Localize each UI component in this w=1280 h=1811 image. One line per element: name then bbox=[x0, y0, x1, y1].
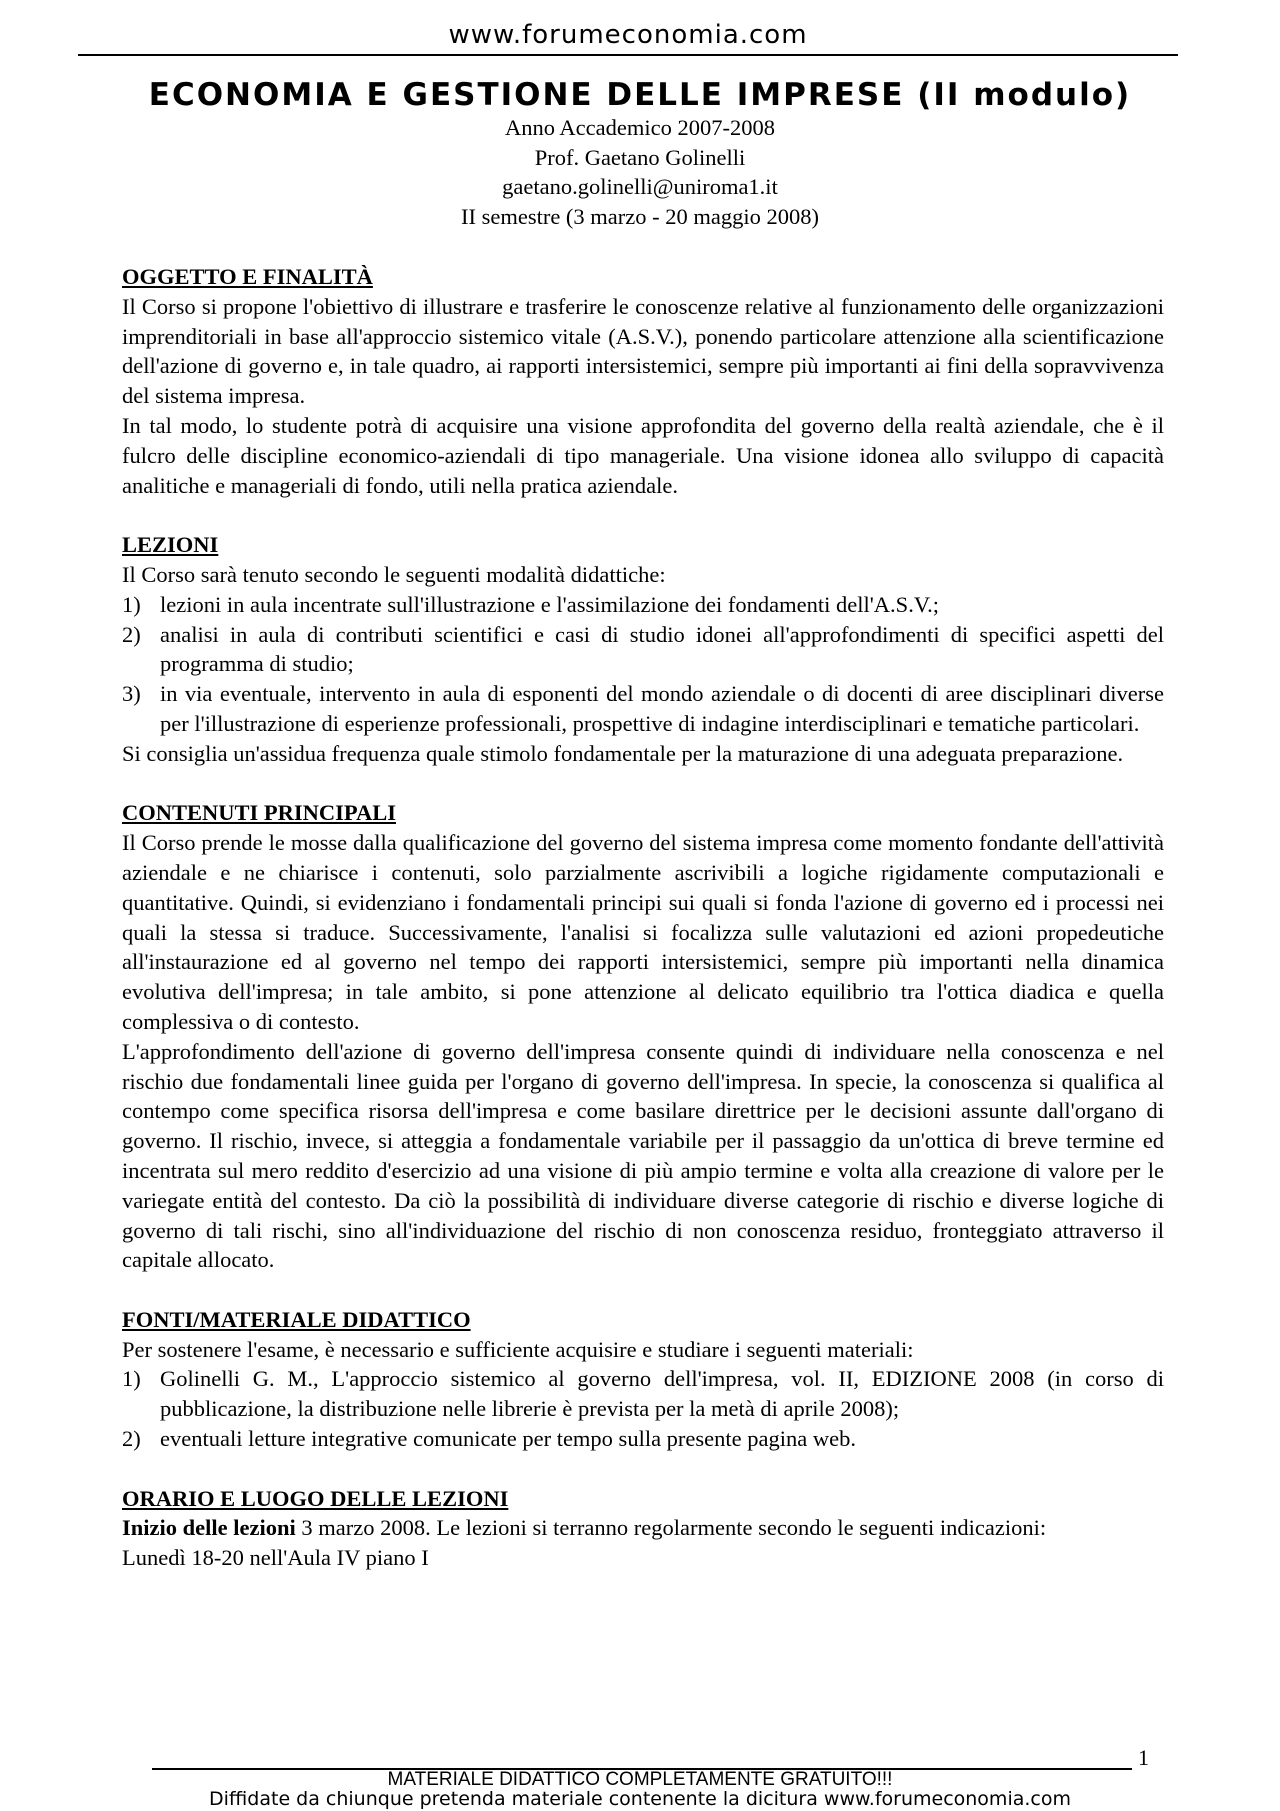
paragraph: Per sostenere l'esame, è necessario e sufficiente acquisire e studiare i seguenti materiali: bbox=[122, 1336, 914, 1362]
list-item bbox=[122, 620, 1164, 680]
section-title: ORARIO E LUOGO DELLE LEZIONI bbox=[122, 1485, 509, 1511]
list-text: lezioni in aula incentrate sull'illustrazione e l'assimilazione dei fondamenti dell'A.S.V.; bbox=[160, 591, 940, 617]
list-item bbox=[122, 1424, 1164, 1454]
paragraph: L'approfondimento dell'azione di governo dell'impresa consente quindi di individuare nella conoscenza e nel rischio due fondamentali linee guida per l'organo di governo dell'impresa. In specie, la conoscenza si qualifica al contempo come specifica risorsa dell'impresa e come basilare direttrice per le decisioni assunte dall'organo di governo. Il rischio, invece, si atteggia a fondamentale variabile per il passaggio da un'ottica di breve termine ed incentrata sul mero reddito d'esercizio ad una visione di più ampio termine e volta alla creazione di valore per le variegate entità del contesto. Da ciò la possibilità di individuare diverse categorie di rischio e diverse logiche di governo di tali rischi, sino all'individuazione del rischio di non conoscenza residuo, fronteggiato attraverso il capitale allocato. bbox=[122, 1038, 1164, 1273]
list-item bbox=[122, 590, 1164, 620]
list-item bbox=[122, 679, 1164, 739]
fonti-list bbox=[122, 1364, 1164, 1453]
paragraph: Il Corso si propone l'obiettivo di illustrare e trasferire le conoscenze relative al funzionamento delle organizzazioni imprenditoriali in base all'approccio sistemico vitale (A.S.V.), ponendo particolare attenzione alla scientificazione dell'azione di governo e, in tale quadro, ai rapporti intersistemici, sempre più importanti ai fini della sopravvivenza del sistema impresa. bbox=[122, 293, 1164, 409]
section-title: FONTI/MATERIALE DIDATTICO bbox=[122, 1306, 471, 1332]
lessons-start-text: 3 marzo 2008. Le lezioni si terranno regolarmente secondo le seguenti indicazioni: bbox=[295, 1515, 1047, 1541]
semester-dates: II semestre (3 marzo - 20 maggio 2008) bbox=[460, 203, 819, 229]
schedule-line: Lunedì 18-20 nell'Aula IV piano I bbox=[122, 1545, 429, 1571]
course-meta bbox=[0, 113, 1280, 231]
section-title: CONTENUTI PRINCIPALI bbox=[122, 800, 396, 826]
list-item bbox=[122, 1364, 1164, 1424]
professor-name: Prof. Gaetano Golinelli bbox=[534, 144, 746, 170]
section-oggetto bbox=[122, 262, 1164, 500]
footer-notice: MATERIALE DIDATTICO COMPLETAMENTE GRATUITO!!! bbox=[387, 1769, 893, 1790]
lezioni-list bbox=[122, 590, 1164, 739]
list-text: in via eventuale, intervento in aula di esponenti del mondo aziendale o di docenti di aree disciplinari diverse per l'illustrazione di esperienze professionali, prospettive di indagine interdisciplinari e tematiche particolari. bbox=[160, 681, 1164, 736]
lessons-start-label: Inizio delle lezioni bbox=[122, 1515, 296, 1541]
paragraph: Si consiglia un'assidua frequenza quale stimolo fondamentale per la maturazione di una adeguata preparazione. bbox=[122, 740, 1124, 766]
site-header: www.forumeconomia.com bbox=[78, 18, 1178, 56]
section-title: LEZIONI bbox=[122, 532, 219, 558]
document-title: ECONOMIA E GESTIONE DELLE IMPRESE (II modulo) bbox=[148, 77, 1132, 113]
list-text: eventuali letture integrative comunicate per tempo sulla presente pagina web. bbox=[160, 1426, 856, 1452]
list-text: analisi in aula di contributi scientifici e casi di studio idonei all'approfondimenti di specifici aspetti del programma di studio; bbox=[160, 621, 1164, 677]
list-number: 2) bbox=[122, 621, 141, 647]
page-number: 1 bbox=[1138, 1745, 1149, 1770]
paragraph: In tal modo, lo studente potrà di acquisire una visione approfondita del governo della realtà aziendale, che è il fulcro delle discipline economico-aziendali di tipo manageriale. Una visione idonea allo sviluppo di capacità analitiche e manageriali di fondo, utili nella pratica aziendale. bbox=[122, 412, 1164, 498]
section-lezioni bbox=[122, 530, 1164, 768]
paragraph: Il Corso prende le mosse dalla qualificazione del governo del sistema impresa come momento fondante dell'attività aziendale e ne chiarisce i contenuti, solo parzialmente ascrivibili a logiche rigidamente computazionali e quantitative. Quindi, si evidenziano i fondamentali principi sui quali si fonda l'azione di governo ed i processi nei quali la stessa si traduce. Successivamente, l'analisi si focalizza sulle valutazioni ed azioni propedeutiche all'instaurazione ed al governo nel tempo dei rapporti intersistemici, sempre più importanti nella dinamica evolutiva dell'impresa; in tale ambito, si pone attenzione al delicato equilibrio tra l'ottica diadica e quella complessiva o di contesto. bbox=[122, 830, 1164, 1034]
list-number: 3) bbox=[122, 681, 141, 707]
footer-disclaimer: Diffidate da chiunque pretenda materiale contenente la dicitura www.forumeconomia.com bbox=[209, 1788, 1071, 1810]
list-number: 1) bbox=[122, 591, 141, 617]
section-orario bbox=[122, 1484, 1164, 1573]
paragraph bbox=[122, 1513, 1164, 1543]
section-contenuti bbox=[122, 798, 1164, 1275]
section-fonti bbox=[122, 1305, 1164, 1454]
professor-email: gaetano.golinelli@uniroma1.it bbox=[502, 174, 778, 199]
list-text: Golinelli G. M., L'approccio sistemico al governo dell'impresa, vol. II, EDIZIONE 2008 (in corso di pubblicazione, la distribuzione nelle librerie è prevista per la metà di aprile 2008); bbox=[160, 1366, 1164, 1422]
list-number: 1) bbox=[122, 1366, 141, 1392]
academic-year: Anno Accademico 2007-2008 bbox=[505, 115, 775, 140]
document-body bbox=[122, 262, 1164, 1603]
paragraph: Il Corso sarà tenuto secondo le seguenti modalità didattiche: bbox=[122, 561, 666, 587]
section-title: OGGETTO E FINALITÀ bbox=[122, 264, 373, 289]
list-number: 2) bbox=[122, 1426, 141, 1452]
